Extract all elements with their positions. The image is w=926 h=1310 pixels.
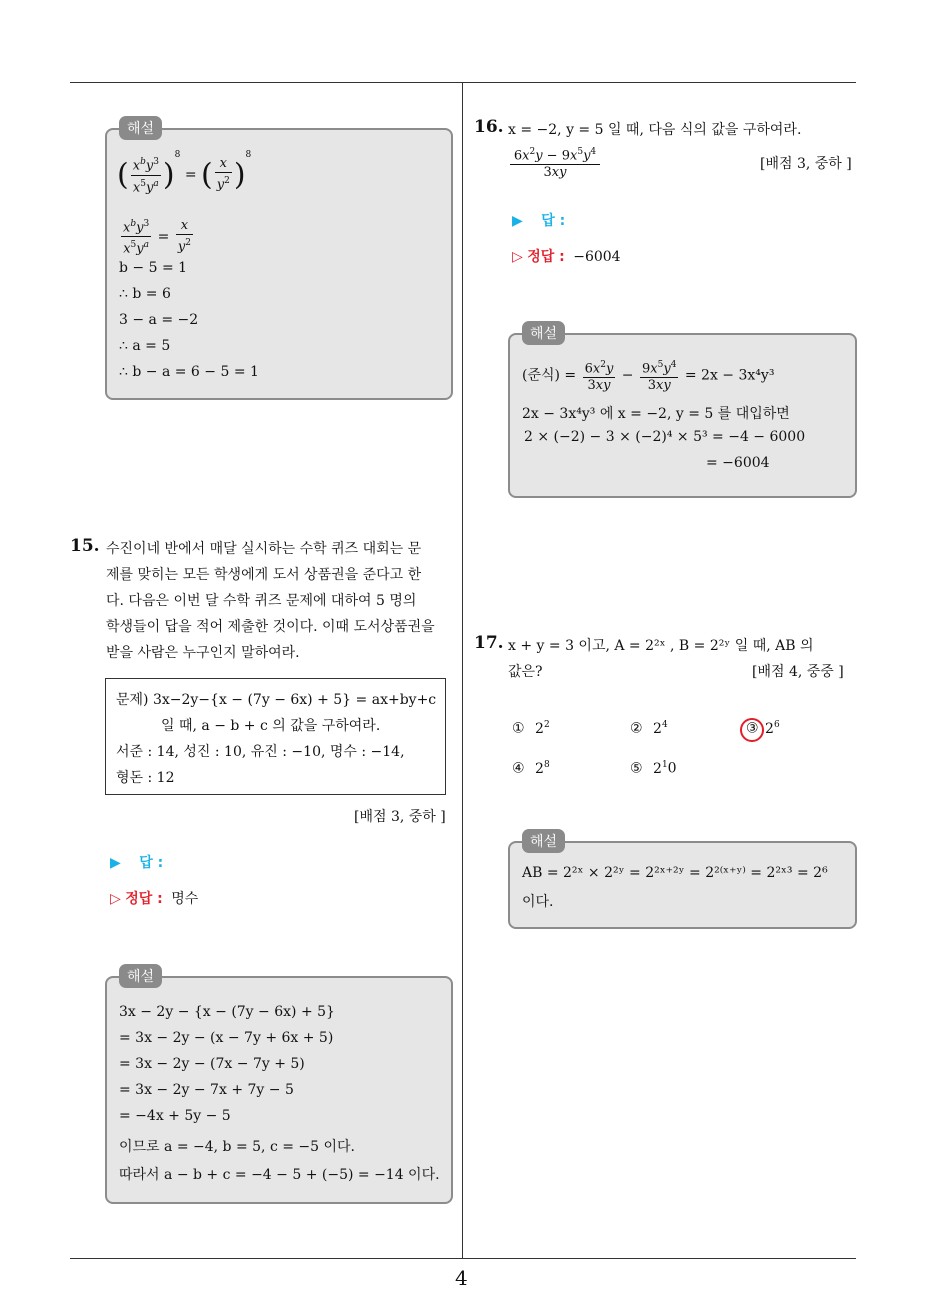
q15-box-line: 일 때, a − b + c 의 값을 구하여라. [161, 718, 381, 734]
answer-label: 답 : [541, 213, 566, 229]
triangle-outline-icon: ▷ [512, 249, 523, 265]
q16-sol-result: = 2x − 3x⁴y³ [684, 367, 775, 384]
choice-2[interactable] [630, 720, 668, 737]
q15-text-line: 제를 맞히는 모든 학생에게 도서 상품권을 준다고 한 [106, 567, 422, 583]
solution-label: 해설 [522, 829, 565, 853]
correct-value: −6004 [573, 249, 621, 265]
q15-sol-line: 3x − 2y − {x − (7y − 6x) + 5} [119, 1004, 335, 1020]
choice-exp: 6 [773, 720, 780, 730]
choice-5[interactable] [630, 760, 677, 777]
correct-label: 정답 : [527, 249, 565, 265]
q15-number: 15. [70, 536, 100, 556]
q16-sol-line3: 2 × (−2) − 3 × (−2)⁴ × 5³ = −4 − 6000 [524, 429, 806, 445]
choice-exp: 8 [543, 760, 550, 770]
q15-sol-line: = 3x − 2y − (x − 7y + 6x + 5) [119, 1030, 334, 1046]
q15-sol-line: 따라서 a − b + c = −4 − 5 + (−5) = −14 이다. [119, 1167, 440, 1183]
q15-answer-row [110, 852, 163, 872]
choice-base: 2 [535, 720, 544, 737]
choice-4[interactable] [512, 760, 550, 777]
q14-line-a-result: ∴ a = 5 [119, 338, 171, 354]
q17-text-line2: 값은? [508, 664, 543, 680]
solution-label: 해설 [119, 964, 162, 988]
q17-number: 17. [474, 633, 504, 653]
correct-value: 명수 [171, 891, 199, 907]
q16-solution-box [508, 326, 857, 498]
q15-sol-line: = −4x + 5y − 5 [119, 1108, 231, 1124]
choice-base: 2 [653, 720, 662, 737]
q17-score: [배점 4, 중중 ] [752, 664, 844, 680]
q17-solution-box [508, 834, 857, 929]
q14-line-final: ∴ b − a = 6 − 5 = 1 [119, 364, 259, 380]
q15-score: [배점 3, 중하 ] [354, 809, 446, 825]
q14-line-a: 3 − a = −2 [119, 312, 199, 328]
choice-mark: ⑤ [630, 760, 643, 777]
choice-exp: 1 [661, 760, 668, 770]
solution-label: 해설 [522, 321, 565, 345]
choice-exp: 4 [661, 720, 668, 730]
choice-mark: ④ [512, 760, 525, 777]
q15-sol-line: = 3x − 2y − (7x − 7y + 5) [119, 1056, 305, 1072]
bottom-rule [70, 1258, 856, 1259]
choice-exp: 2 [543, 720, 550, 730]
q15-solution-box [105, 969, 453, 1204]
top-rule [70, 82, 856, 83]
q15-sol-line: = 3x − 2y − 7x + 7y − 5 [119, 1082, 294, 1098]
solution-label: 해설 [119, 116, 162, 140]
q16-answer-row [512, 210, 565, 230]
choice-mark: ③ [746, 720, 759, 737]
choice-base: 2 [765, 720, 774, 737]
q16-sol-line4: = −6004 [706, 455, 770, 471]
page-number: 4 [455, 1266, 468, 1290]
q17-sol-line1: AB = 2²ˣ × 2²ʸ = 2²ˣ⁺²ʸ = 2²⁽ˣ⁺ʸ⁾ = 2²ˣ³ = 2⁶ [522, 865, 828, 881]
q17-sol-line2: 이다. [522, 894, 554, 910]
q16-sol-line2: 2x − 3x⁴y³ 에 x = −2, y = 5 를 대입하면 [522, 406, 790, 422]
q16-correct-row [512, 246, 621, 266]
play-arrow-icon: ▶ [110, 855, 121, 871]
choice-3[interactable] [746, 720, 780, 737]
q14-eq2: $\frac{x^by^3}{x^5y^a}$ = $\frac{x}{y^2}$ [119, 216, 195, 258]
q15-text-line: 학생들이 답을 적어 제출한 것이다. 이때 도서상품권을 [106, 619, 435, 635]
q14-eq1: ( $\frac{x^by^3}{x^5y^a}$ )$^8$ = ( $\frac{x}{y^2}$ )$^8$ [117, 150, 252, 195]
q15-box-line: 형돈 : 12 [116, 770, 175, 786]
q15-box-line: 서준 : 14, 성진 : 10, 유진 : −10, 명수 : −14, [116, 744, 405, 760]
q15-box-line: 문제) 3x−2y−{x − (7y − 6x) + 5} = ax+by+c [116, 692, 437, 708]
q14-solution-box [105, 121, 453, 400]
q14-line-b-result: ∴ b = 6 [119, 286, 171, 302]
answer-label: 답 : [139, 855, 164, 871]
choice-mark: ② [630, 720, 643, 737]
q17-text-line1: x + y = 3 이고, A = 2²ˣ , B = 2²ʸ 일 때, AB 의 [508, 638, 814, 654]
q15-problem-box [105, 678, 446, 795]
q16-text: x = −2, y = 5 일 때, 다음 식의 값을 구하여라. [508, 122, 802, 138]
q15-text-line: 다. 다음은 이번 달 수학 퀴즈 문제에 대하여 5 명의 [106, 593, 417, 609]
q16-expression: $\frac{6x^2y - 9x^5y^4}{3xy}$ [508, 144, 602, 181]
correct-label: 정답 : [125, 891, 163, 907]
q15-text-line: 받을 사람은 누구인지 말하여라. [106, 645, 300, 661]
choice-1[interactable] [512, 720, 550, 737]
play-arrow-icon: ▶ [512, 213, 523, 229]
q15-sol-line: 이므로 a = −4, b = 5, c = −5 이다. [119, 1139, 355, 1155]
triangle-outline-icon: ▷ [110, 891, 121, 907]
q15-text-line: 수진이네 반에서 매달 실시하는 수학 퀴즈 대회는 문 [106, 541, 422, 557]
choice-tail: 0 [667, 760, 677, 777]
q16-score: [배점 3, 중하 ] [760, 156, 852, 172]
choice-mark: ① [512, 720, 525, 737]
q15-text [106, 536, 456, 666]
q14-line-b: b − 5 = 1 [119, 260, 188, 276]
q15-correct-row [110, 888, 198, 908]
q16-sol-prefix: (준식) = [522, 367, 577, 384]
q16-number: 16. [474, 117, 504, 137]
choice-base: 2 [653, 760, 662, 777]
column-divider [462, 83, 463, 1259]
q16-sol-line1: (준식) = $\frac{6x^2y}{3xy}$ − $\frac{9x^5y^4}{3xy}$ = 2x − 3x⁴y³ [522, 357, 774, 394]
choice-base: 2 [535, 760, 544, 777]
